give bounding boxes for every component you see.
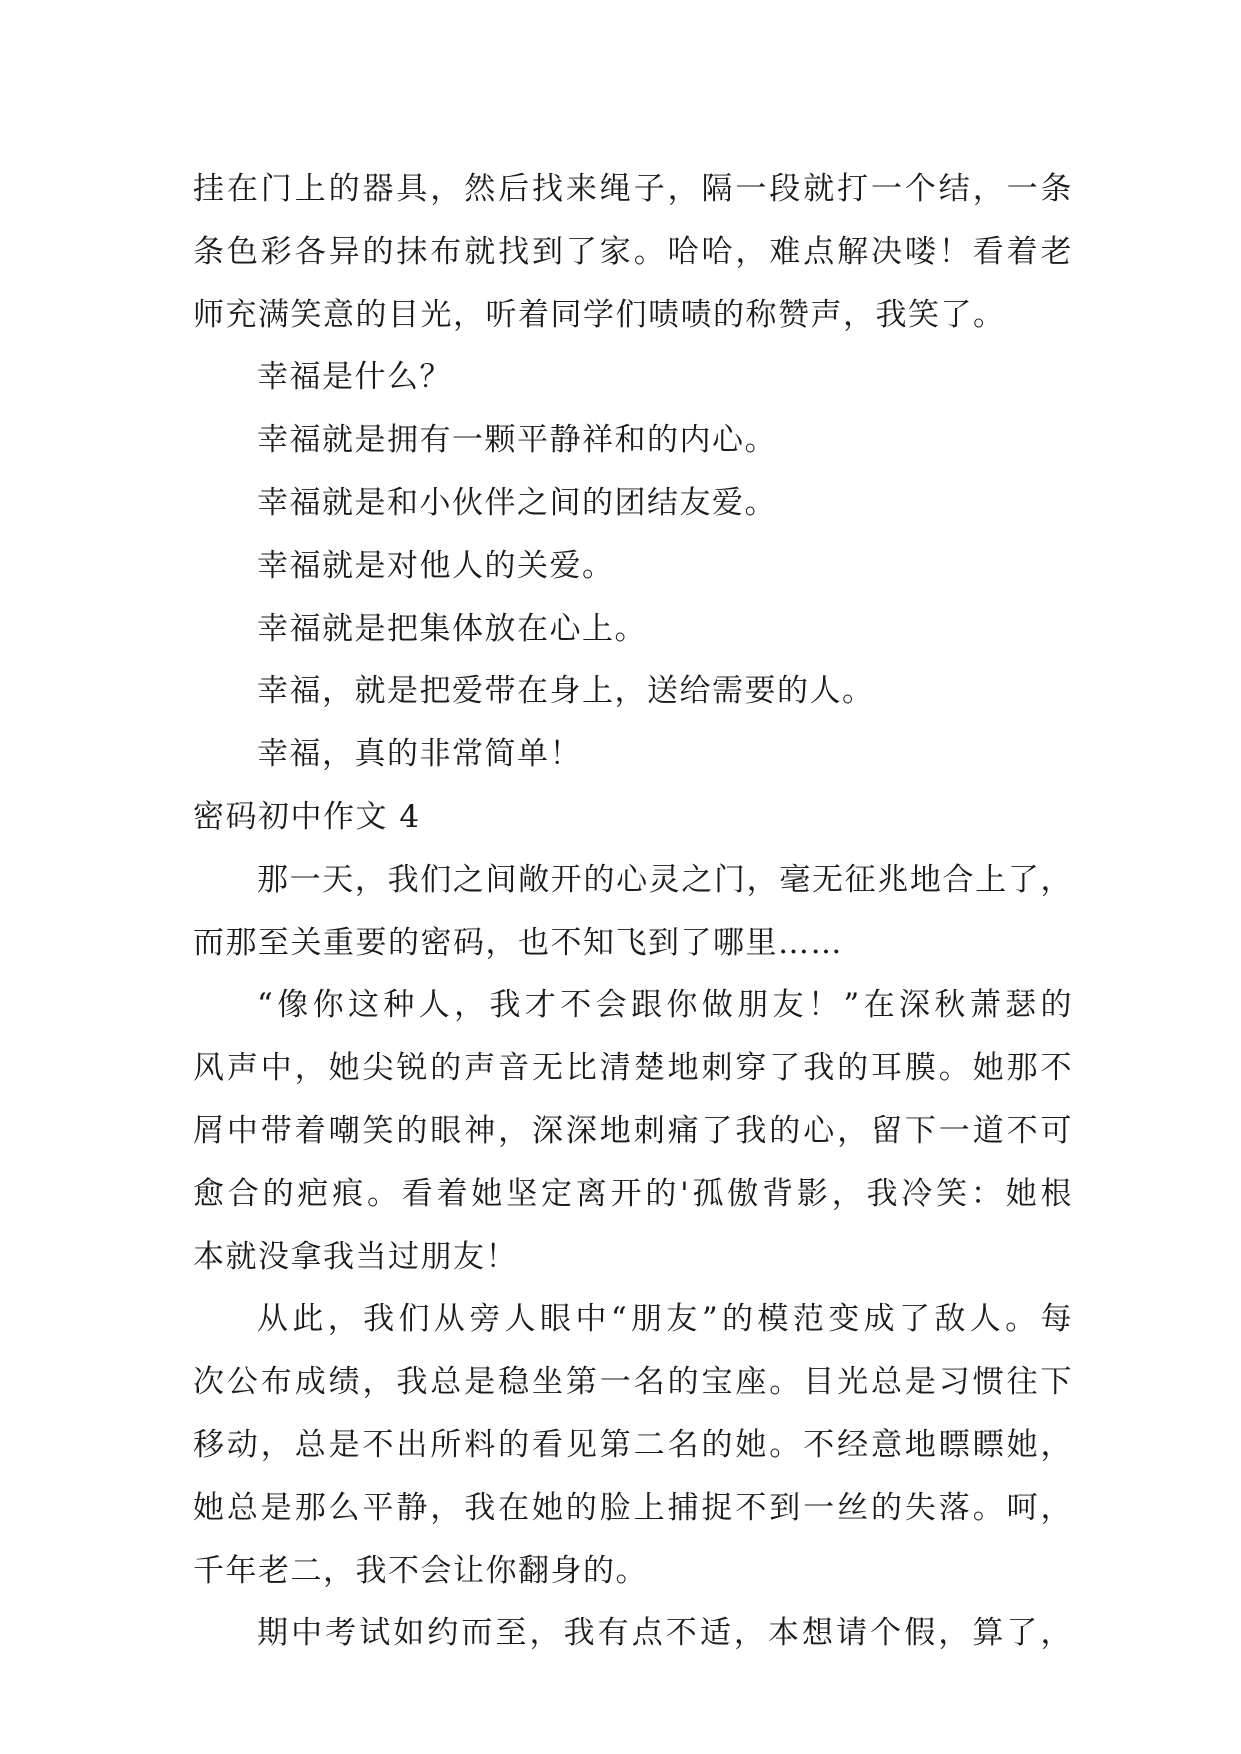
text-line: “像你这种人，我才不会跟你做朋友！”在深秋萧瑟的: [257, 987, 1073, 1024]
text-line: 千年老二，我不会让你翻身的。: [193, 1552, 648, 1589]
text-line: 幸福，就是把爱带在身上，送给需要的人。: [257, 673, 875, 710]
text-line: 愈合的疤痕。看着她坚定离开的'孤傲背影，我冷笑：她根: [193, 1175, 1073, 1212]
text-line: 条色彩各异的抹布就找到了家。哈哈，难点解决喽！看着老: [193, 233, 1073, 270]
text-line: 幸福是什么？: [257, 359, 452, 396]
text-line: 幸福就是把集体放在心上。: [257, 610, 647, 647]
text-line: 移动，总是不出所料的看见第二名的她。不经意地瞟瞟她，: [193, 1426, 1073, 1463]
text-line: 从此，我们从旁人眼中“朋友”的模范变成了敌人。每: [257, 1301, 1073, 1338]
text-line: 师充满笑意的目光，听着同学们啧啧的称赞声，我笑了。: [193, 296, 1006, 333]
text-line: 次公布成绩，我总是稳坐第一名的宝座。目光总是习惯往下: [193, 1364, 1073, 1401]
text-line: 她总是那么平静，我在她的脸上捕捉不到一丝的失落。呵，: [193, 1489, 1073, 1526]
section-heading: 密码初中作文 4: [193, 798, 421, 835]
text-line: 挂在门上的器具，然后找来绳子，隔一段就打一个结，一条: [193, 171, 1073, 207]
text-line: 本就没拿我当过朋友！: [193, 1238, 518, 1275]
text-line: 幸福，真的非常简单！: [257, 736, 582, 773]
text-line: 幸福就是拥有一颗平静祥和的内心。: [257, 422, 777, 459]
text-line: 期中考试如约而至，我有点不适，本想请个假，算了，: [257, 1615, 1073, 1652]
document-body: [193, 158, 1073, 1665]
text-line: 屑中带着嘲笑的眼神，深深地刺痛了我的心，留下一道不可: [193, 1112, 1073, 1149]
text-line: 而那至关重要的密码，也不知飞到了哪里……: [193, 924, 843, 961]
text-line: 幸福就是和小伙伴之间的团结友爱。: [257, 484, 777, 521]
text-line: 那一天，我们之间敞开的心灵之门，毫无征兆地合上了，: [257, 861, 1073, 898]
text-line: 幸福就是对他人的关爱。: [257, 547, 615, 584]
text-line: 风声中，她尖锐的声音无比清楚地刺穿了我的耳膜。她那不: [193, 1050, 1073, 1087]
